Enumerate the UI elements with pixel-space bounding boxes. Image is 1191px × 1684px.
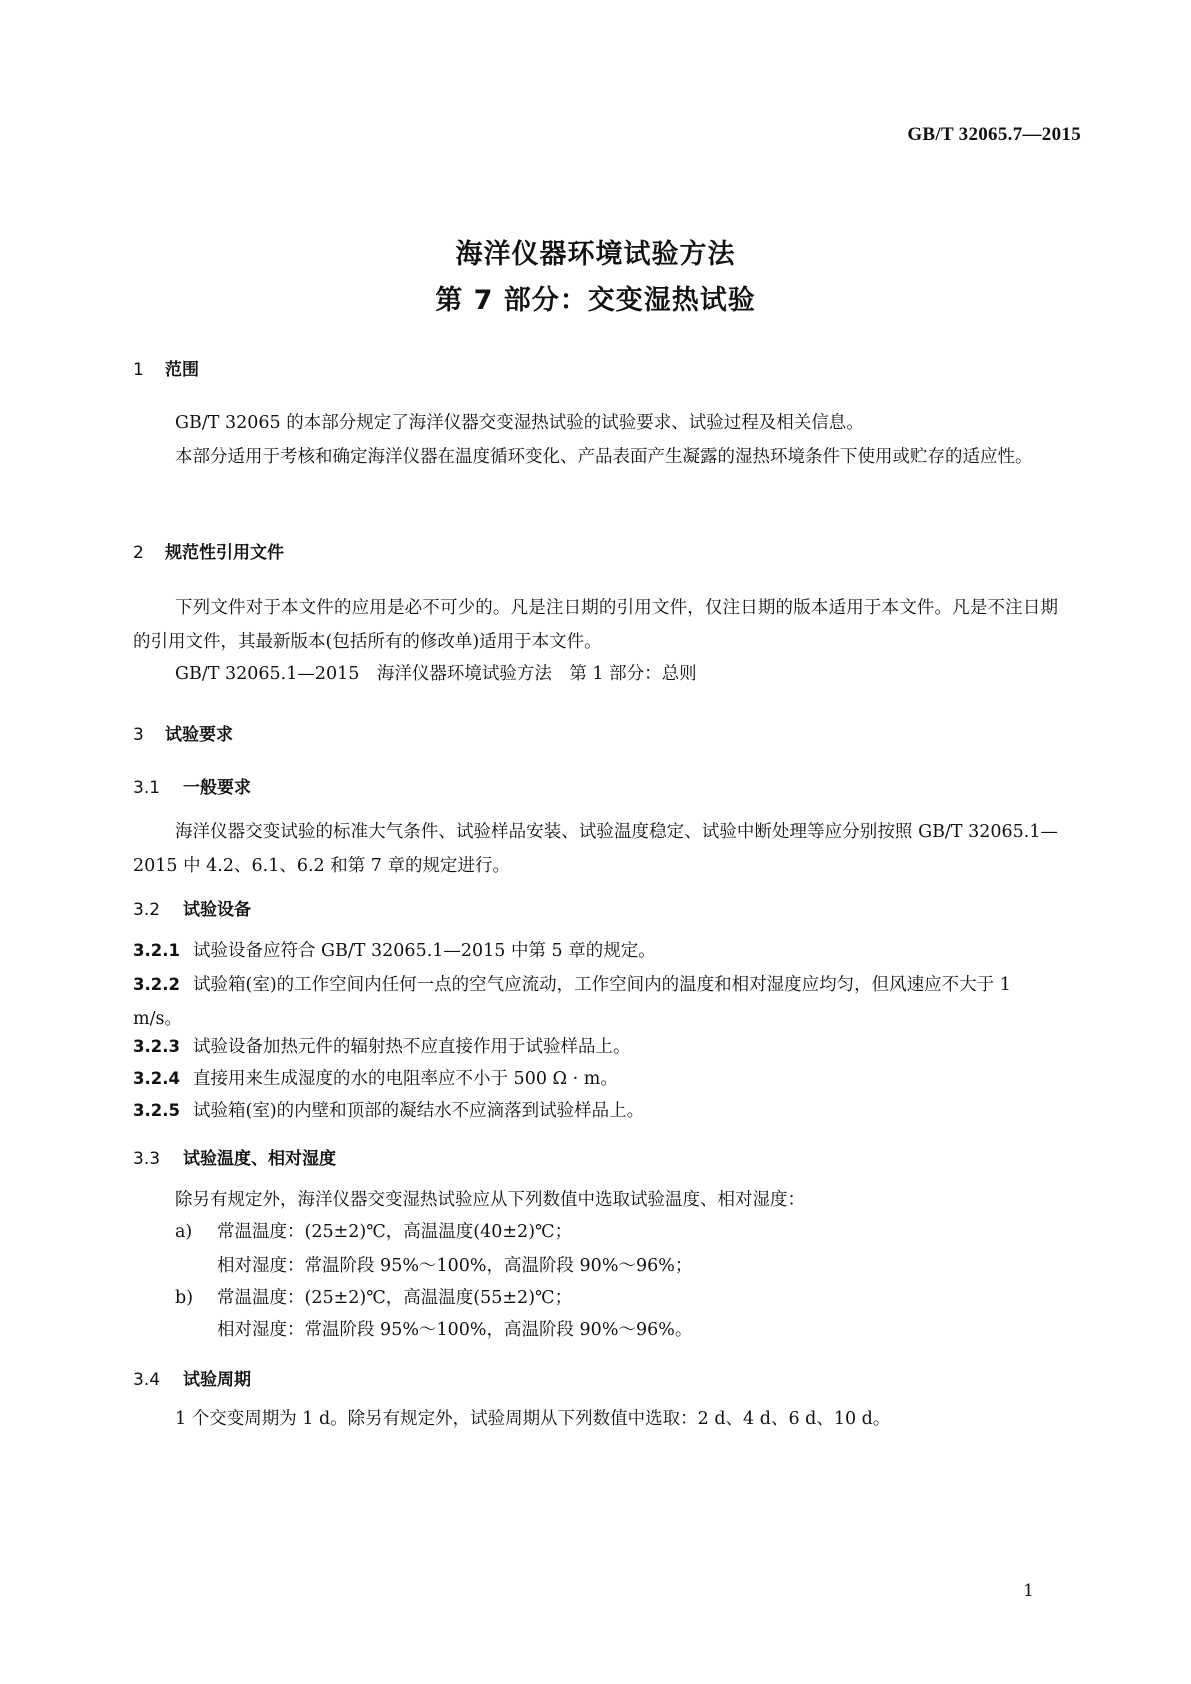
section-3-1-para: 海洋仪器交变试验的标准大气条件、试验样品安装、试验温度稳定、试验中断处理等应分别按照 GB/T 32065.1—2015 中 4.2、6.1、6.2 和第 7 章的规定进行。: [133, 822, 1058, 876]
section-title: 规范性引用文件: [165, 543, 284, 563]
list-marker: a): [175, 1222, 193, 1242]
section-3-3-heading: [133, 1144, 336, 1169]
section-3-heading: [133, 720, 233, 745]
section-title: 范围: [165, 360, 199, 380]
section-1-para-2: 本部分适用于考核和确定海洋仪器在温度循环变化、产品表面产生凝露的湿热环境条件下使用或贮存的适应性。: [175, 447, 1033, 467]
section-3-4-para: 1 个交变周期为 1 d。除另有规定外，试验周期从下列数值中选取：2 d、4 d、6 d、10 d。: [175, 1409, 891, 1429]
normative-reference: GB/T 32065.1—2015 海洋仪器环境试验方法 第 1 部分：总则: [175, 664, 697, 684]
section-1-para-1: GB/T 32065 的本部分规定了海洋仪器交变湿热试验的试验要求、试验过程及相关信息。: [175, 413, 864, 433]
clause-3-2-3: [133, 1030, 1058, 1064]
clause-3-2-4: [133, 1062, 1058, 1096]
clause-number: 3.2.4: [133, 1069, 180, 1088]
clause-number: 3.2.3: [133, 1037, 180, 1056]
subsection-number: 3.3: [133, 1149, 161, 1169]
clause-3-2-5: [133, 1094, 1058, 1128]
subsection-title: 一般要求: [183, 778, 251, 798]
clause-3-2-1: [133, 934, 1058, 968]
list-item-a-humidity: 相对湿度：常温阶段 95%～100%，高温阶段 90%～96%；: [217, 1256, 693, 1276]
document-title-line2: 第 7 部分：交变湿热试验: [435, 285, 756, 316]
subsection-number: 3.2: [133, 900, 161, 920]
subsection-title: 试验周期: [183, 1370, 251, 1390]
clause-text: 试验箱(室)的工作空间内任何一点的空气应流动，工作空间内的温度和相对湿度应均匀，但风速应不大于 1 m/s。: [133, 975, 1011, 1029]
list-item-b-humidity: 相对湿度：常温阶段 95%～100%，高温阶段 90%～96%。: [217, 1320, 693, 1340]
subsection-number: 3.1: [133, 778, 161, 798]
section-number: 3: [133, 725, 144, 745]
clause-text: 试验设备加热元件的辐射热不应直接作用于试验样品上。: [193, 1037, 631, 1057]
section-number: 1: [133, 360, 144, 380]
list-item-a: [175, 1215, 572, 1249]
section-3-3-intro: 除另有规定外，海洋仪器交变湿热试验应从下列数值中选取试验温度、相对湿度：: [175, 1190, 805, 1210]
list-text: 常温温度：(25±2)℃，高温温度(40±2)℃；: [217, 1222, 573, 1242]
section-1-heading: [133, 355, 199, 380]
clause-number: 3.2.5: [133, 1101, 180, 1120]
list-item-b: [175, 1281, 572, 1315]
clause-text: 试验箱(室)的内壁和顶部的凝结水不应滴落到试验样品上。: [193, 1101, 645, 1121]
section-2-heading: [133, 538, 284, 563]
standard-code: GB/T 32065.7—2015: [907, 124, 1081, 145]
subsection-title: 试验温度、相对湿度: [183, 1149, 336, 1169]
page-number: 1: [1023, 1581, 1034, 1601]
clause-text: 试验设备应符合 GB/T 32065.1—2015 中第 5 章的规定。: [193, 941, 656, 961]
list-text: 常温温度：(25±2)℃，高温温度(55±2)℃；: [217, 1288, 573, 1308]
section-2-para-1: 下列文件对于本文件的应用是必不可少的。凡是注日期的引用文件，仅注日期的版本适用于本文件。凡是不注日期的引用文件，其最新版本(包括所有的修改单)适用于本文件。: [133, 598, 1058, 652]
section-3-4-heading: [133, 1365, 251, 1390]
subsection-number: 3.4: [133, 1370, 161, 1390]
clause-number: 3.2.1: [133, 941, 180, 960]
clause-3-2-2: [133, 968, 1058, 1036]
clause-text: 直接用来生成湿度的水的电阻率应不小于 500 Ω · m。: [193, 1069, 618, 1089]
section-3-1-heading: [133, 773, 251, 798]
section-title: 试验要求: [165, 725, 233, 745]
list-marker: b): [175, 1288, 194, 1308]
clause-number: 3.2.2: [133, 975, 180, 994]
subsection-title: 试验设备: [183, 900, 251, 920]
section-3-2-heading: [133, 895, 251, 920]
document-title-line1: 海洋仪器环境试验方法: [455, 239, 736, 270]
section-number: 2: [133, 543, 144, 563]
